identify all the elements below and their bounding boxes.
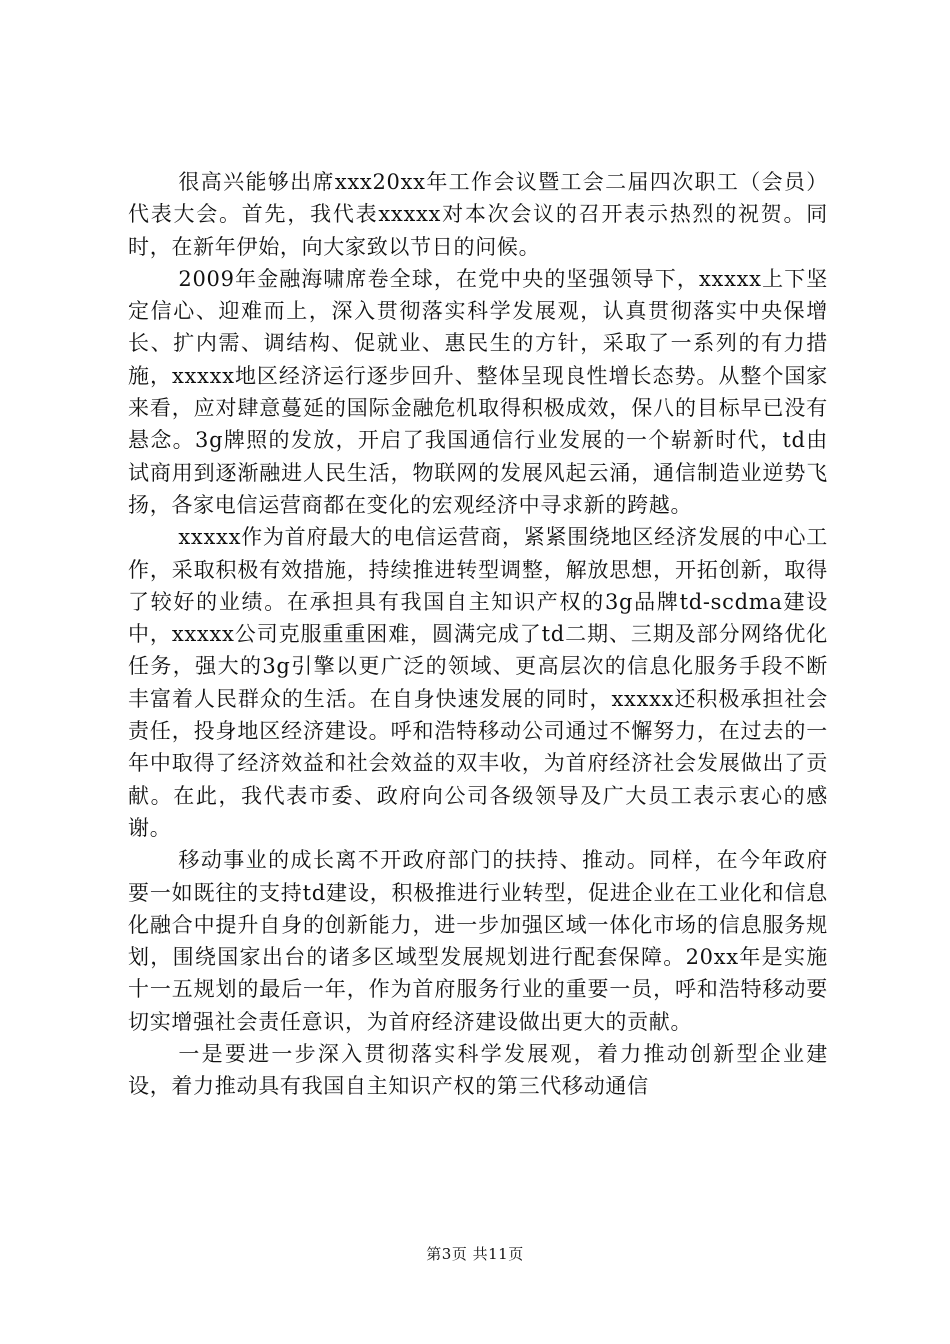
paragraph-opening: 很高兴能够出席xxx20xx年工作会议暨工会二届四次职工（会员）代表大会。首先，我代表xxxxx对本次会议的召开表示热烈的祝贺。同时，在新年伊始，向大家致以节日的问候。: [128, 170, 828, 259]
paragraph-financial-crisis: 2009年金融海啸席卷全球，在党中央的坚强领导下，xxxxx上下坚定信心、迎难而上，深入贯彻落实科学发展观，认真贯彻落实中央保增长、扩内需、调结构、促就业、惠民生的方针，采取了一系列的有力措施，xxxxx地区经济运行逐步回升、整体呈现良性增长态势。从整个国家来看，应对肆意蔓延的国际金融危机取得积极成效，保八的目标早已没有悬念。3g牌照的发放，开启了我国通信行业发展的一个崭新时代，td由试商用到逐渐融进人民生活，物联网的发展风起云涌，通信制造业逆势飞扬，各家电信运营商都在变化的宏观经济中寻求新的跨越。: [128, 266, 828, 517]
document-body: [128, 166, 828, 1103]
page-number-footer: 第3页 共11页: [426, 1245, 524, 1263]
paragraph-operator-achievements: xxxxx作为首府最大的电信运营商，紧紧围绕地区经济发展的中心工作，采取积极有效措施，持续推进转型调整，解放思想，开拓创新，取得了较好的业绩。在承担具有我国自主知识产权的3g品牌td-scdma建设中，xxxxx公司克服重重困难，圆满完成了td二期、三期及部分网络优化任务，强大的3g引擎以更广泛的领域、更高层次的信息化服务手段不断丰富着人民群众的生活。在自身快速发展的同时，xxxxx还积极承担社会责任，投身地区经济建设。呼和浩特移动公司通过不懈努力，在过去的一年中取得了经济效益和社会效益的双丰收，为首府经济社会发展做出了贡献。在此，我代表市委、政府向公司各级领导及广大员工表示衷心的感谢。: [128, 525, 828, 840]
paragraph-point-one: 一是要进一步深入贯彻落实科学发展观，着力推动创新型企业建设，着力推动具有我国自主知识产权的第三代移动通信: [128, 1042, 828, 1099]
paragraph-government-support: 移动事业的成长离不开政府部门的扶持、推动。同样，在今年政府要一如既往的支持td建设，积极推进行业转型，促进企业在工业化和信息化融合中提升自身的创新能力，进一步加强区域一体化市场的信息服务规划，围绕国家出台的诸多区域型发展规划进行配套保障。20xx年是实施十一五规划的最后一年，作为首府服务行业的重要一员，呼和浩特移动要切实增强社会责任意识，为首府经济建设做出更大的贡献。: [128, 848, 828, 1034]
